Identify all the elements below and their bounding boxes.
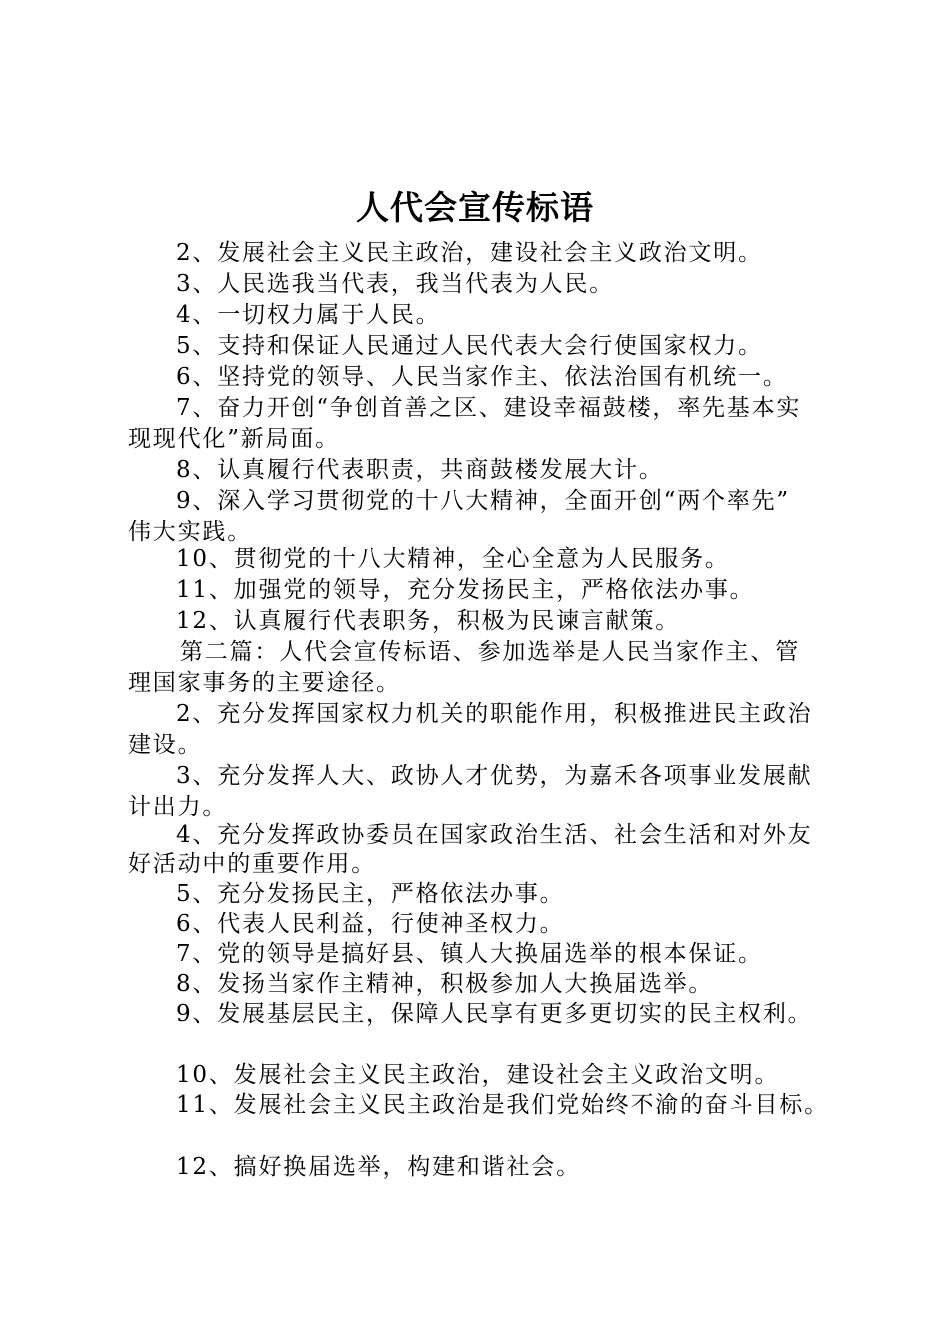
text-line: 10、贯彻党的十八大精神，全心全意为人民服务。 bbox=[176, 546, 730, 572]
text-line: 11、发展社会主义民主政治是我们党始终不渝的奋斗目标。 bbox=[176, 1092, 829, 1118]
text-line: 9、发展基层民主，保障人民享有更多更切实的民主权利。 bbox=[176, 1001, 813, 1027]
text-line: 9、深入学习贯彻党的十八大精神，全面开创“两个率先” bbox=[176, 488, 790, 514]
text-line: 建设。 bbox=[128, 732, 203, 758]
text-line: 12、认真履行代表职务，积极为民谏言献策。 bbox=[176, 608, 681, 634]
text-line: 第二篇：人代会宣传标语、参加选举是人民当家作主、管 bbox=[180, 639, 800, 665]
text-line: 伟大实践。 bbox=[128, 519, 252, 545]
text-line: 3、人民选我当代表，我当代表为人民。 bbox=[176, 271, 615, 297]
text-line: 5、支持和保证人民通过人民代表大会行使国家权力。 bbox=[176, 333, 763, 359]
text-line: 5、充分发扬民主，严格依法办事。 bbox=[176, 881, 565, 907]
text-line: 10、发展社会主义民主政治，建设社会主义政治文明。 bbox=[176, 1062, 780, 1088]
text-line: 6、代表人民利益，行使神圣权力。 bbox=[176, 911, 565, 937]
text-line: 8、发扬当家作主精神，积极参加人大换届选举。 bbox=[176, 971, 714, 997]
text-line: 7、党的领导是搞好县、镇人大换届选举的根本保证。 bbox=[176, 941, 763, 967]
text-line: 计出力。 bbox=[128, 794, 228, 820]
text-line: 好活动中的重要作用。 bbox=[128, 851, 376, 877]
text-line: 理国家事务的主要途径。 bbox=[128, 670, 401, 696]
document-title: 人代会宣传标语 bbox=[356, 188, 594, 227]
text-line: 6、坚持党的领导、人民当家作主、依法治国有机统一。 bbox=[176, 364, 788, 390]
text-line: 7、奋力开创“争创首善之区、建设幸福鼓楼，率先基本实 bbox=[176, 395, 802, 421]
text-line: 2、发展社会主义民主政治，建设社会主义政治文明。 bbox=[176, 240, 763, 266]
text-line: 现现代化”新局面。 bbox=[128, 426, 340, 452]
text-line: 12、搞好换届选举，构建和谐社会。 bbox=[176, 1154, 581, 1180]
text-line: 4、一切权力属于人民。 bbox=[176, 302, 441, 328]
text-line: 4、充分发挥政协委员在国家政治生活、社会生活和对外友 bbox=[176, 822, 813, 848]
text-line: 11、加强党的领导，充分发扬民主，严格依法办事。 bbox=[176, 577, 755, 603]
text-line: 3、充分发挥人大、政协人才优势，为嘉禾各项事业发展献 bbox=[176, 763, 813, 789]
text-line: 2、充分发挥国家权力机关的职能作用，积极推进民主政治 bbox=[176, 701, 813, 727]
text-line: 8、认真履行代表职责，共商鼓楼发展大计。 bbox=[176, 457, 664, 483]
